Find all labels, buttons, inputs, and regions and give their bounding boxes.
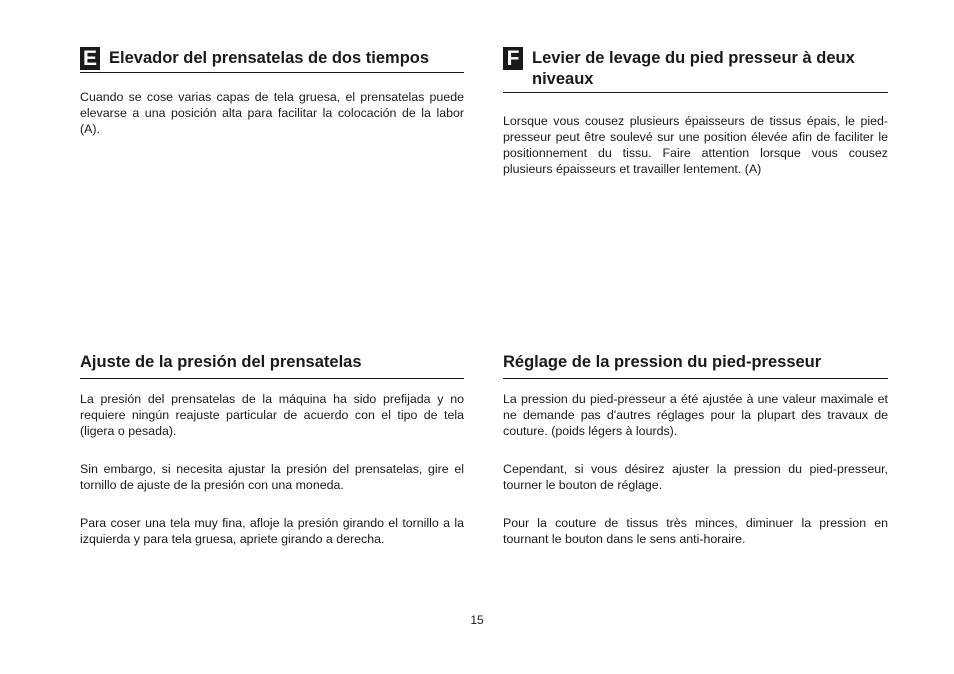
section-heading: [80, 46, 464, 73]
page-number: 15: [470, 613, 484, 627]
section-title: Réglage de la pression du pied-presseur: [503, 353, 822, 371]
section-heading: [503, 46, 888, 93]
section-pressure-spanish: [80, 352, 464, 547]
section-title: Elevador del prensatelas de dos tiempos: [109, 49, 430, 67]
paragraph: La presión del prensatelas de la máquina ha sido prefijada y no requiere ningún reajuste particular de acuerdo con el tipo de tela (ligera o pesada).: [80, 392, 464, 438]
paragraph: La pression du pied-presseur a été ajustée à une valeur maximale et ne demande pas d'autres réglages pour la plupart des travaux de couture. (poids légers à lourds).: [503, 392, 888, 438]
paragraph: Cuando se cose varias capas de tela gruesa, el prensatelas puede elevarse a una posición alta para facilitar la colocación de la labor (A).: [80, 90, 464, 136]
section-heading: [503, 352, 888, 379]
section-title: Levier de levage du pied presseur à deux niveaux: [532, 49, 855, 88]
paragraph: Pour la couture de tissus très minces, diminuer la pression en tournant le bouton dans le sens anti-horaire.: [503, 516, 888, 546]
section-badge: E: [80, 47, 100, 70]
paragraph: Lorsque vous cousez plusieurs épaisseurs de tissus épais, le pied-presseur peut être soulevé sur une position élevée afin de faciliter le positionnement du tissu. Faire attention lorsque vous cousez plusieurs épaisseurs et travailler lentement. (A): [503, 114, 888, 176]
section-f-french: [503, 46, 888, 177]
section-heading: [80, 352, 464, 379]
section-e-spanish: [80, 46, 464, 137]
section-badge: F: [503, 47, 523, 70]
paragraph: Sin embargo, si necesita ajustar la presión del prensatelas, gire el tornillo de ajuste de la presión con una moneda.: [80, 462, 464, 492]
paragraph: Para coser una tela muy fina, afloje la presión girando el tornillo a la izquierda y para tela gruesa, apriete girando a derecha.: [80, 516, 464, 546]
paragraph: Cependant, si vous désirez ajuster la pression du pied-presseur, tourner le bouton de réglage.: [503, 462, 888, 492]
section-title: Ajuste de la presión del prensatelas: [80, 353, 362, 371]
section-pressure-french: [503, 352, 888, 547]
